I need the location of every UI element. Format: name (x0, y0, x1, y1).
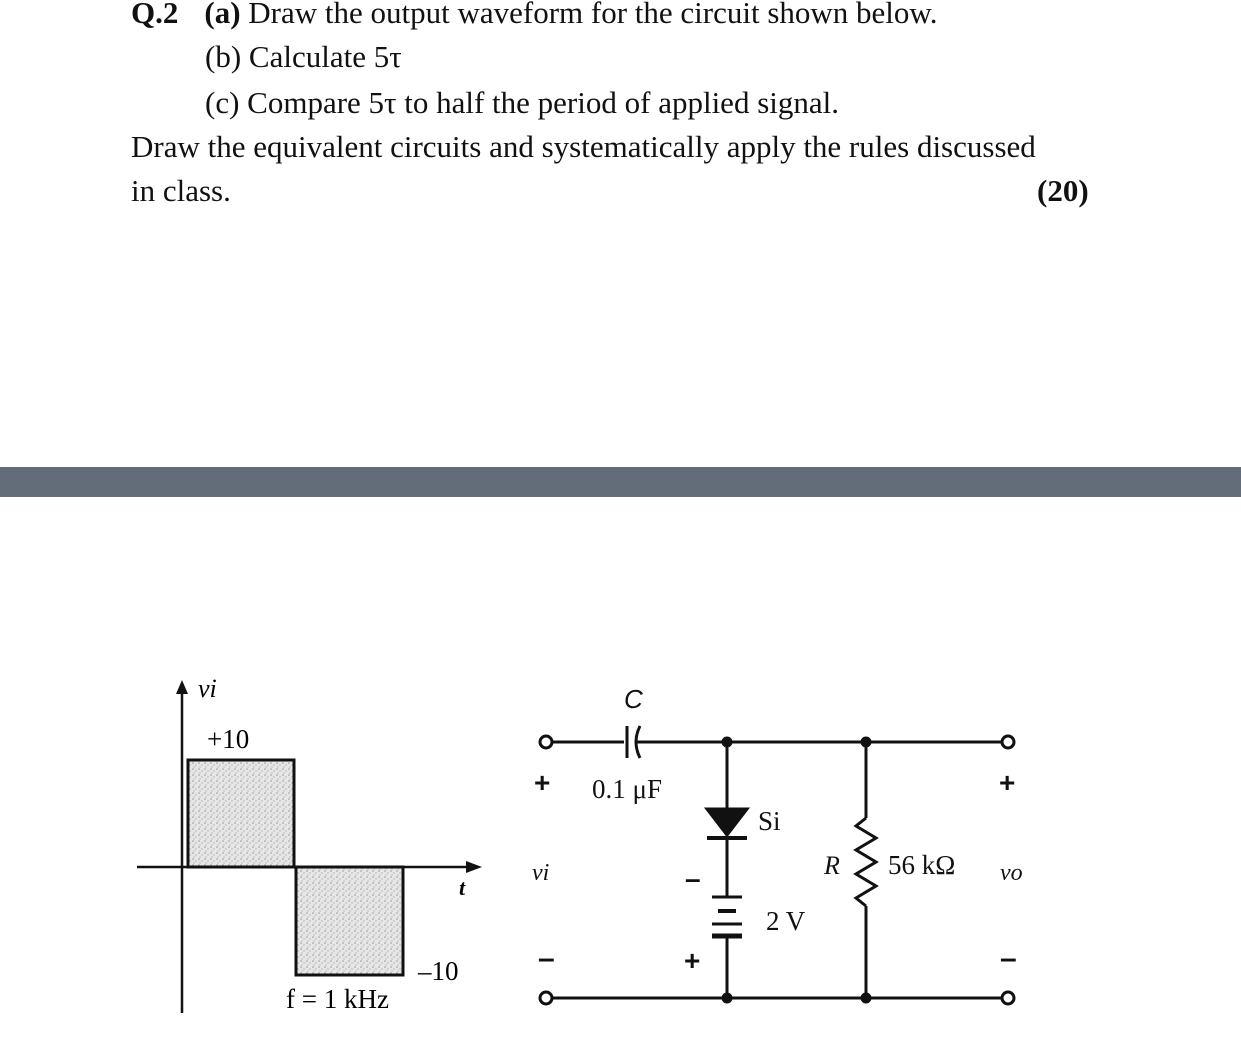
y-axis-label: vi (198, 674, 217, 703)
battery-plus-label: + (684, 945, 701, 976)
part-a-label: (a) (204, 0, 241, 30)
capacitor-symbol-label: C (624, 684, 643, 714)
resistor-symbol-label: R (824, 851, 840, 880)
output-plus-label: + (999, 767, 1016, 798)
output-voltage-label: vo (1000, 860, 1023, 886)
resistor-value-label: 56 kΩ (888, 850, 956, 880)
capacitor-value-label: 0.1 μF (592, 774, 662, 804)
junction-dot (723, 994, 731, 1002)
input-voltage-label: vi (532, 860, 550, 886)
x-axis-label: t (459, 875, 466, 900)
negative-level-label: –10 (418, 956, 459, 986)
x-axis-arrow (466, 861, 482, 873)
junction-dot (862, 994, 870, 1002)
output-minus-label: – (1000, 942, 1017, 975)
positive-half-cycle (188, 760, 294, 867)
question-number: Q.2 (131, 0, 179, 30)
junction-dot (862, 738, 870, 746)
battery-value-label: 2 V (766, 906, 806, 936)
part-c-text: (c) Compare 5τ to half the period of applied signal. (205, 85, 839, 120)
battery-minus-label: – (685, 863, 701, 894)
input-minus-label: – (538, 942, 555, 975)
circuit-labels (532, 684, 1023, 976)
output-terminal-bottom (1002, 992, 1014, 1004)
diode-label: Si (758, 806, 781, 836)
input-plus-label: + (534, 767, 551, 798)
part-a-text: Draw the output waveform for the circuit shown below. (248, 0, 938, 30)
instruction-line-1: Draw the equivalent circuits and systematically apply the rules discussed (131, 129, 1036, 164)
input-waveform (137, 674, 482, 1014)
input-terminal-bottom (540, 992, 552, 1004)
marks-label: (20) (1037, 173, 1089, 208)
input-terminal-top (540, 736, 552, 748)
diode-symbol (707, 809, 747, 835)
negative-half-cycle (296, 867, 403, 975)
resistor-zigzag (856, 818, 876, 906)
frequency-label: f = 1 kHz (286, 984, 389, 1014)
junction-dot (723, 738, 731, 746)
instruction-line-2: in class. (131, 173, 231, 208)
y-axis-arrow (176, 680, 188, 694)
part-b-text: (b) Calculate 5τ (205, 39, 402, 74)
positive-level-label: +10 (207, 724, 250, 754)
output-terminal-top (1002, 736, 1014, 748)
